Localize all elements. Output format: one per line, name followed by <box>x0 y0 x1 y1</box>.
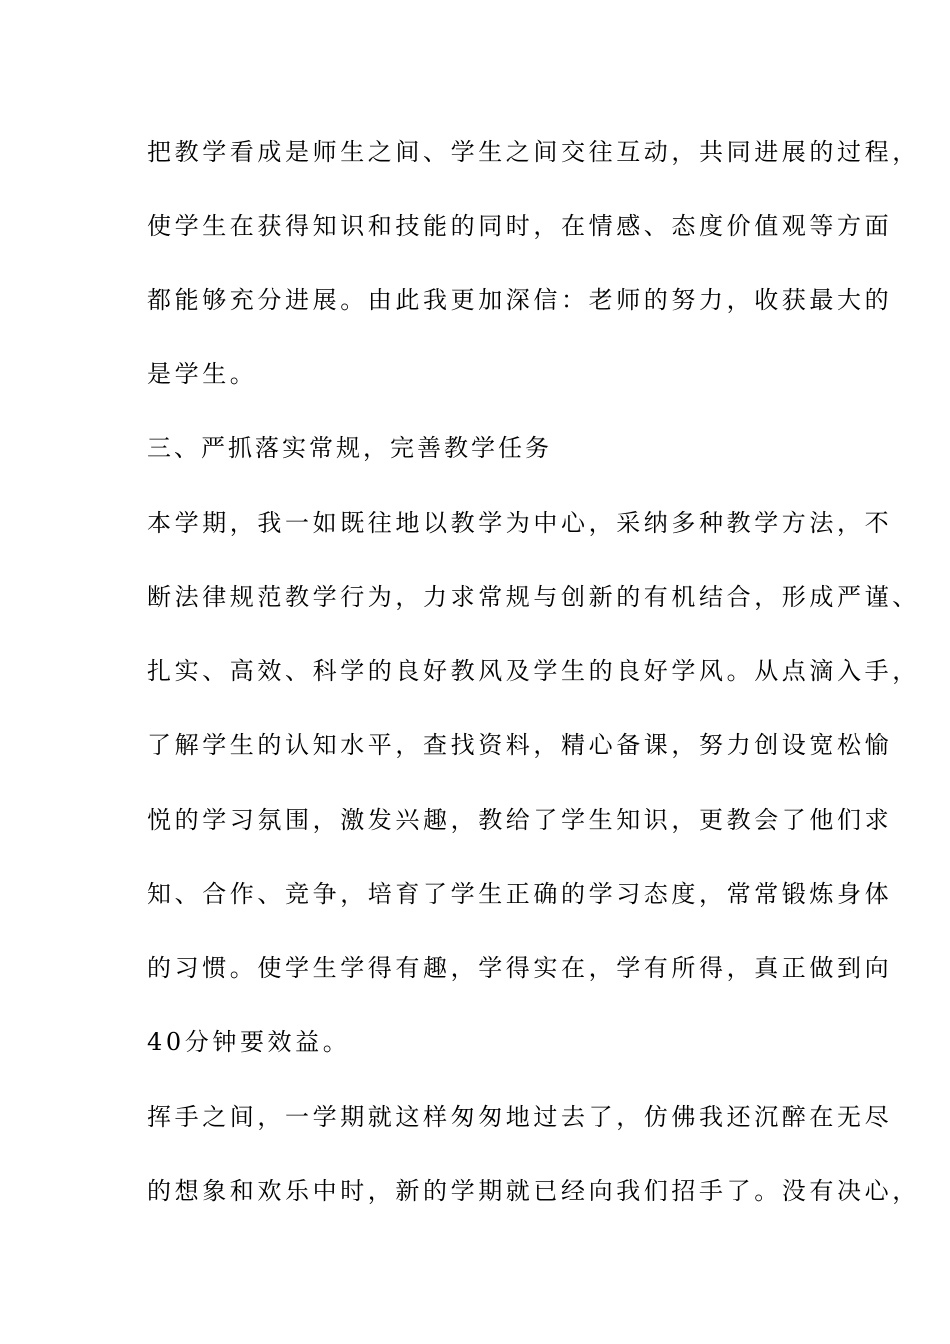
paragraph-2-line-8: 40分钟要效益。 <box>147 1028 351 1056</box>
section-heading: 三、严抓落实常规，完善教学任务 <box>147 434 552 462</box>
paragraph-3-line-2: 的想象和欢乐中时，新的学期就已经向我们招手了。没有决心， <box>147 1177 920 1205</box>
paragraph-2-line-1: 本学期，我一如既往地以教学为中心，采纳多种教学方法，不 <box>147 509 893 537</box>
paragraph-1-line-4: 是学生。 <box>147 360 258 388</box>
paragraph-2-line-4: 了解学生的认知水平，查找资料，精心备课，努力创设宽松愉 <box>147 731 893 759</box>
paragraph-1-line-2: 使学生在获得知识和技能的同时，在情感、态度价值观等方面 <box>147 212 893 240</box>
paragraph-1-line-3: 都能够充分进展。由此我更加深信：老师的努力，收获最大的 <box>147 286 893 314</box>
paragraph-2-line-3: 扎实、高效、科学的良好教风及学生的良好学风。从点滴入手， <box>147 657 920 685</box>
paragraph-2-line-6: 知、合作、竞争，培育了学生正确的学习态度，常常锻炼身体 <box>147 880 893 908</box>
paragraph-2-line-7: 的习惯。使学生学得有趣，学得实在，学有所得，真正做到向 <box>147 954 893 982</box>
paragraph-1-line-1: 把教学看成是师生之间、学生之间交往互动，共同进展的过程， <box>147 138 920 166</box>
paragraph-2-line-2: 断法律规范教学行为，力求常规与创新的有机结合，形成严谨、 <box>147 583 920 611</box>
paragraph-2-line-5: 悦的学习氛围，激发兴趣，教给了学生知识，更教会了他们求 <box>147 806 893 834</box>
paragraph-3-line-1: 挥手之间，一学期就这样匆匆地过去了，仿佛我还沉醉在无尽 <box>147 1103 893 1131</box>
